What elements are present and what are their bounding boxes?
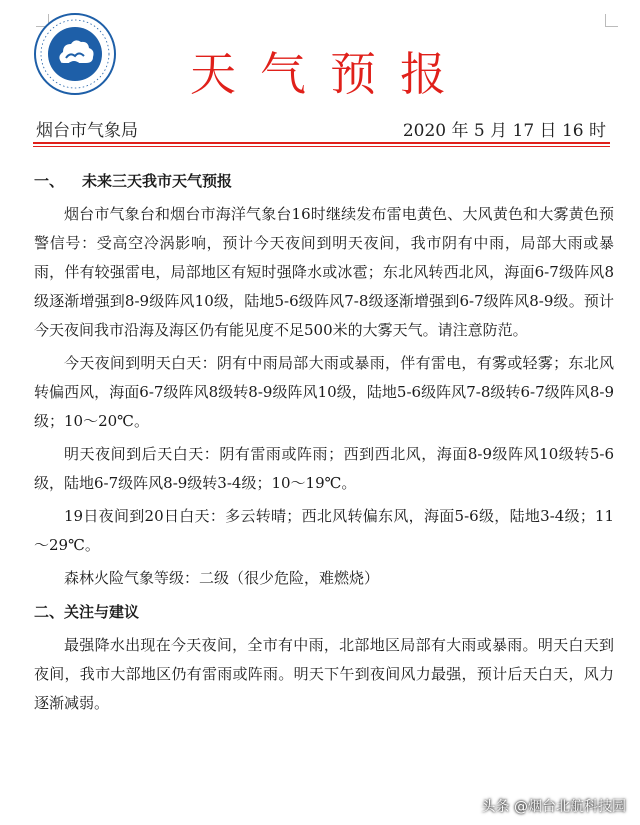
paragraph: 明天夜间到后天白天：阴有雷雨或阵雨；西到西北风，海面8-9级阵风10级转5-6级，陆地6-7级阵风8-9级转3-4级；10～19℃。 (34, 445, 614, 492)
paragraph: 烟台市气象台和烟台市海洋气象台16时继续发布雷电黄色、大风黄色和大雾黄色预警信号：受高空冷涡影响，预计今天夜间到明天夜间，我市阴有中雨，局部大雨或暴雨，伴有较强雷电，局部地区有短时强降水或冰雹；东北风转西北风，海面6-7级阵风8级逐渐增强到8-9级阵风10级，陆地5-6级阵风7-8级逐渐增强到6-7级阵风8-9级。预计今天夜间我市沿海及海区仍有能见度不足500米的大雾天气。请注意防范。 (34, 205, 614, 339)
forecast-content (34, 166, 614, 722)
header-divider-thick (33, 142, 610, 144)
watermark-text: 头条 @烟台北航科技园 (481, 799, 626, 815)
section-number: 二、 (34, 603, 65, 621)
section-number: 一、 (34, 172, 65, 190)
watermark-logo-icon (460, 798, 476, 814)
section-title: 关注与建议 (64, 603, 140, 621)
header-row (36, 116, 606, 142)
meteorological-emblem-icon (33, 12, 117, 96)
section-title: 未来三天我市天气预报 (82, 172, 233, 190)
issue-date: 2020 年 5 月 17 日 16 时 (402, 121, 606, 141)
paragraph: 今天夜间到明天白天：阴有中雨局部大雨或暴雨，伴有雷电，有雾或轻雾；东北风转偏西风，海面6-7级阵风8级转8-9级阵风10级，陆地5-6级阵风7-8级转6-7级阵风8-9级；10～20℃。 (34, 354, 614, 430)
header-divider-thin (33, 146, 610, 147)
page-corner-mark-right (605, 14, 618, 27)
paragraph: 最强降水出现在今天夜间，全市有中雨，北部地区局部有大雨或暴雨。明天白天到夜间，我市大部地区仍有雷雨或阵雨。明天下午到夜间风力最强，预计后天白天，风力逐渐减弱。 (34, 636, 614, 712)
section-heading (34, 166, 614, 196)
page-title: 天气预报 (190, 47, 470, 101)
watermark (460, 791, 626, 821)
section-heading (34, 597, 614, 627)
agency-name: 烟台市气象局 (36, 121, 138, 141)
paragraph: 森林火险气象等级：二级（很少危险，难燃烧） (64, 569, 380, 587)
paragraph: 19日夜间到20日白天：多云转晴；西北风转偏东风，海面5-6级，陆地3-4级；11～29℃。 (34, 507, 614, 554)
